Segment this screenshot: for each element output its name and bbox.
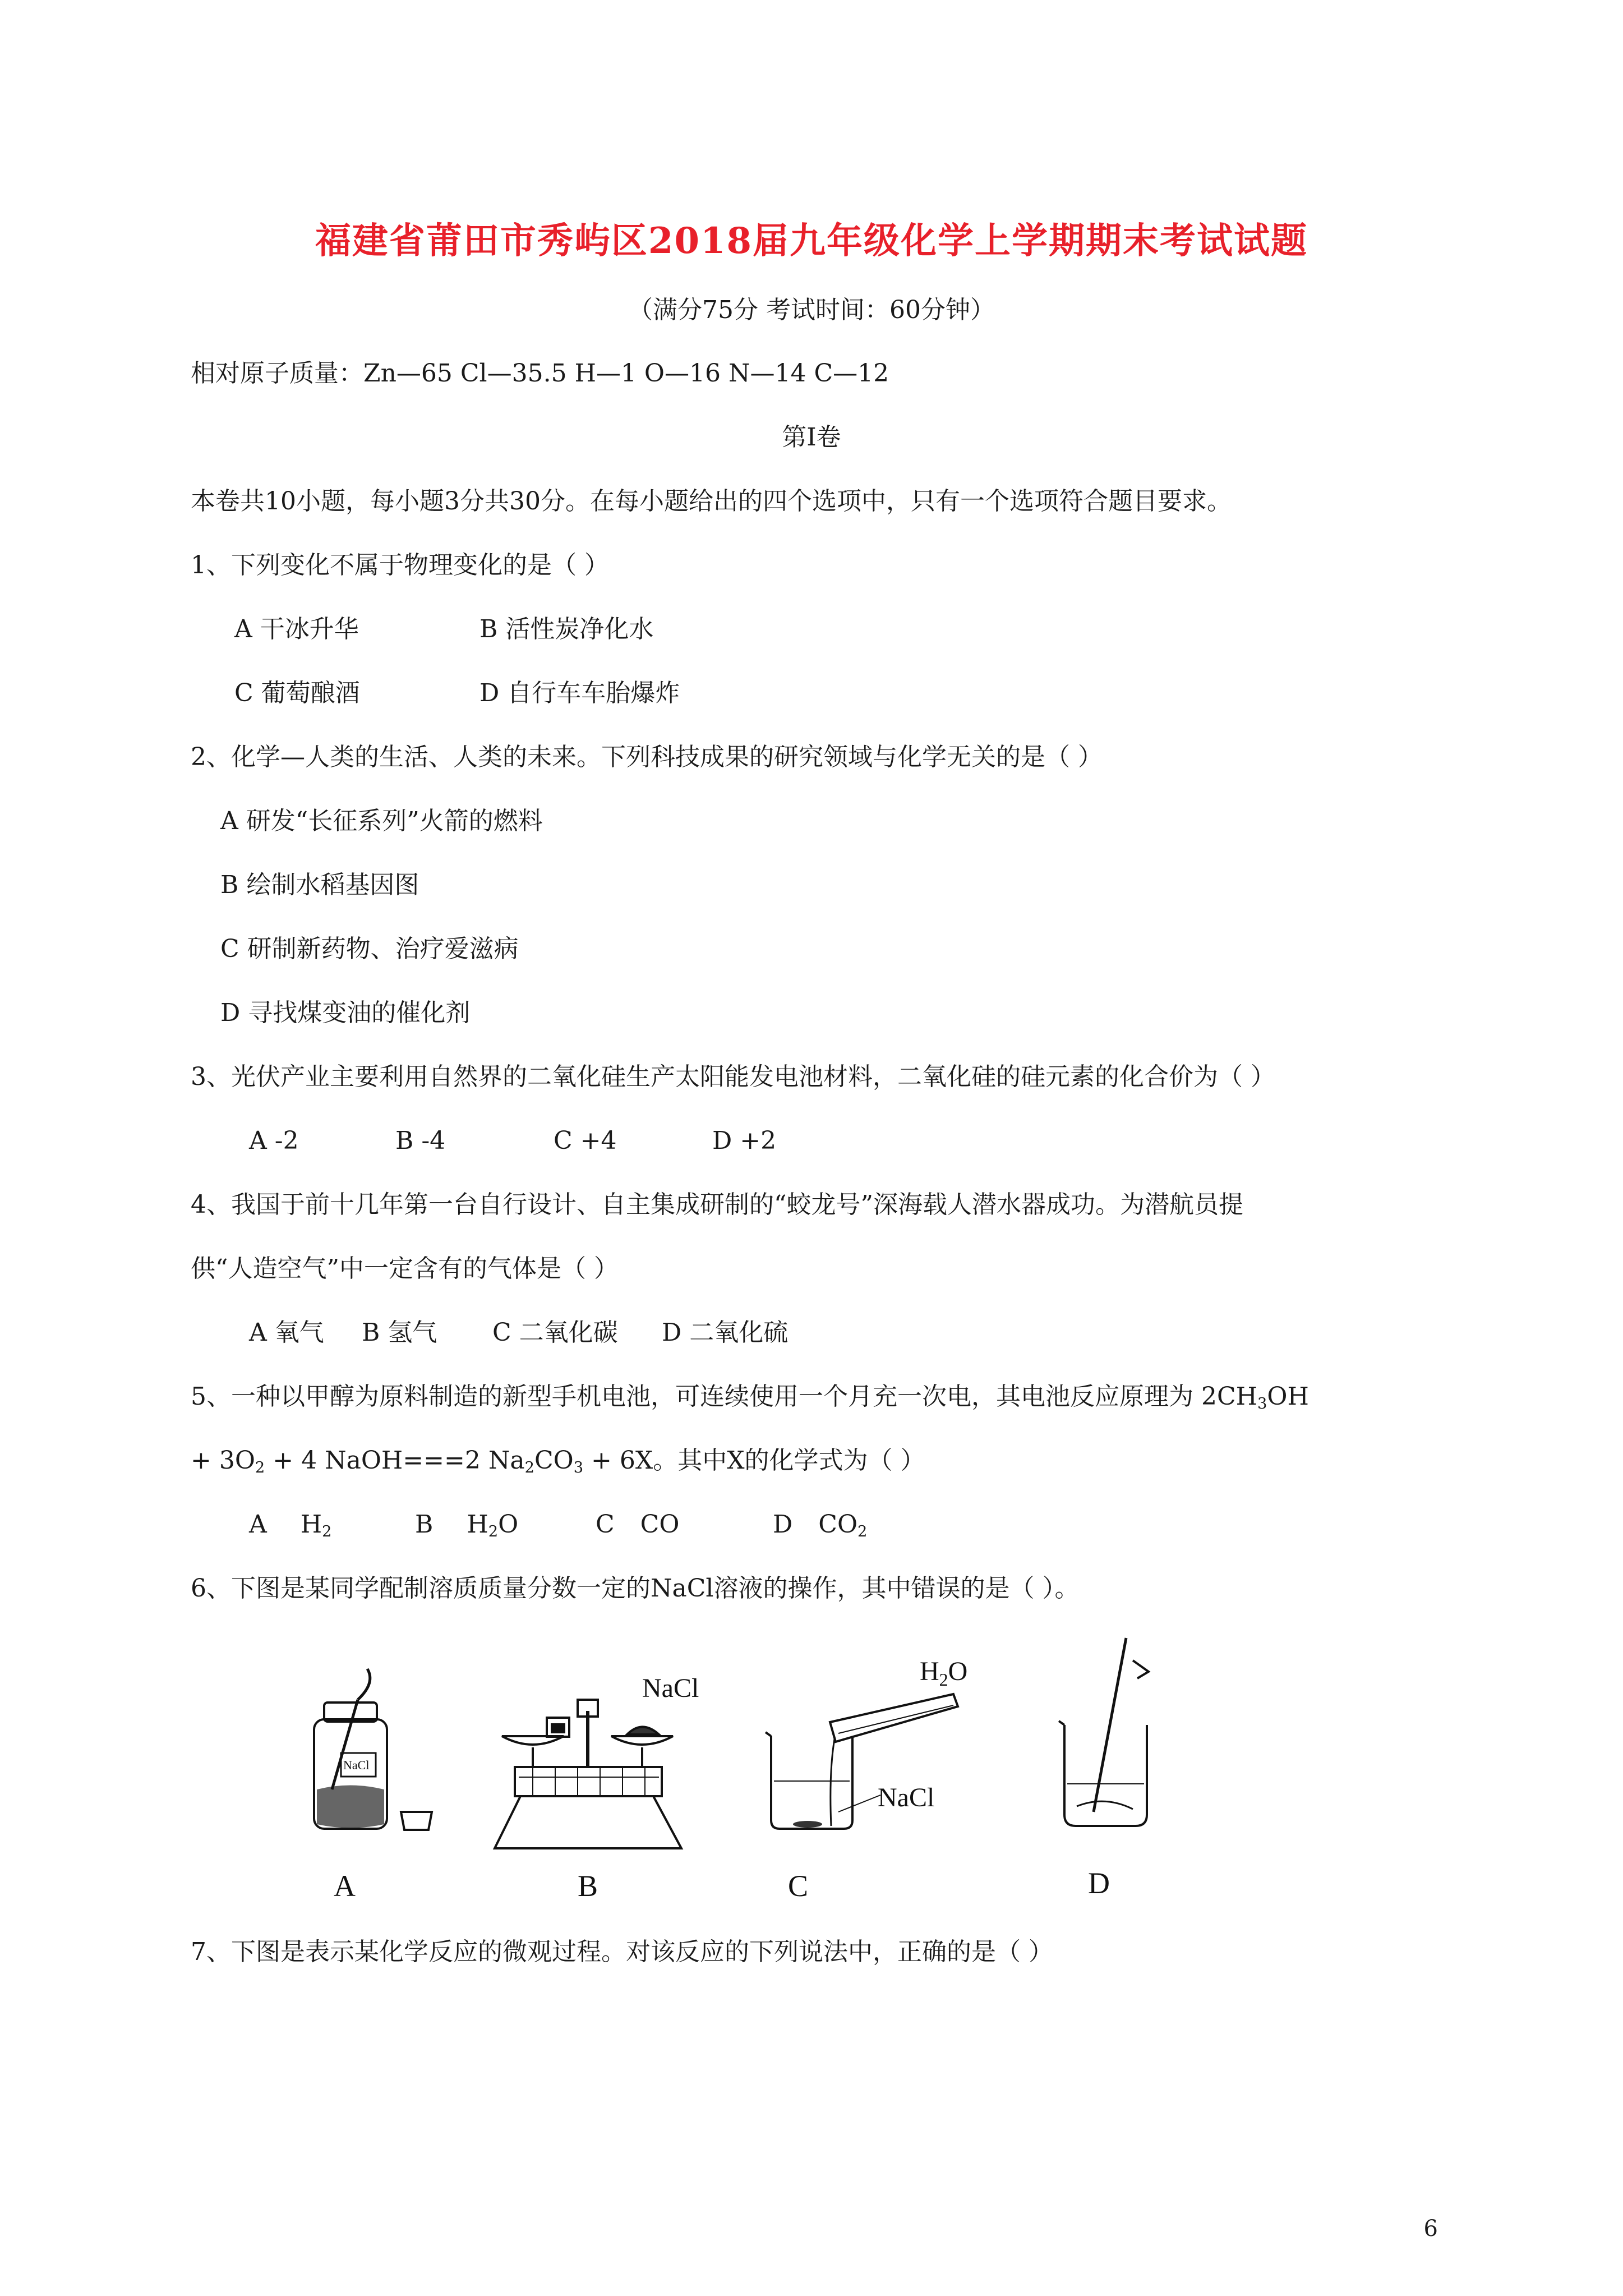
q4-option-c: C 二氧化碳 (492, 1318, 618, 1347)
svg-text:NaCl: NaCl (343, 1758, 370, 1772)
svg-text:NaCl: NaCl (878, 1783, 935, 1812)
q5-option-c: C CO (596, 1510, 680, 1539)
q2-option-a: A 研发“长征系列”火箭的燃料 (220, 807, 543, 835)
page-number: 6 (1423, 2216, 1438, 2242)
svg-text:H2O: $H_2O$ (920, 1657, 968, 1690)
svg-text:A: A (334, 1869, 356, 1903)
atomic-mass-line: 相对原子质量：Zn—65 Cl—35.5 H—1 O—16 N—14 C—12 (191, 359, 889, 388)
q5-option-d: D $CO_2$ (773, 1510, 868, 1540)
q6-stem: 6、下图是某同学配制溶质质量分数一定的NaCl溶液的操作，其中错误的是（ ）。 (191, 1574, 1080, 1603)
q5-option-a: A $H_2$ (249, 1510, 332, 1540)
q3-stem: 3、光伏产业主要利用自然界的二氧化硅生产太阳能发电池材料，二氧化硅的硅元素的化合价为（ ） (191, 1062, 1275, 1091)
q4-stem-line2: 供“人造空气”中一定含有的气体是（ ） (191, 1254, 619, 1283)
q3-option-d: D +2 (712, 1126, 777, 1155)
svg-text:D: D (1088, 1866, 1110, 1900)
svg-text:B: B (578, 1869, 598, 1903)
figure-b-balance (495, 1673, 699, 1903)
svg-text:NaCl: NaCl (642, 1673, 699, 1703)
q5-equation-line: + $3O_2 + 4$ NaOH===2 $Na_2CO_3 + 6X$。其中X的化学式为（ ） (191, 1446, 925, 1476)
q5-option-b: B $H_2O$ (415, 1510, 519, 1540)
figure-d-stirring (1059, 1638, 1149, 1900)
q7-stem: 7、下图是表示某化学反应的微观过程。对该反应的下列说法中，正确的是（ ） (191, 1938, 1053, 1966)
q4-option-d: D 二氧化硫 (662, 1318, 789, 1347)
figure-c-pouring (766, 1657, 967, 1903)
q3-option-c: C +4 (554, 1126, 617, 1155)
section-heading: 第I卷 (782, 423, 841, 452)
svg-text:C: C (788, 1869, 809, 1903)
exam-info: （满分75分 考试时间：60分钟） (628, 296, 995, 324)
q1-option-a: A 干冰升华 (234, 615, 359, 643)
q1-option-d: D 自行车车胎爆炸 (479, 679, 680, 707)
q3-option-b: B -4 (395, 1126, 446, 1155)
q4-option-a: A 氧气 (249, 1318, 324, 1347)
q2-option-b: B 绘制水稻基因图 (220, 871, 419, 899)
q2-stem: 2、化学—人类的生活、人类的未来。下列科技成果的研究领域与化学无关的是（ ） (191, 743, 1103, 771)
q3-option-a: A -2 (249, 1126, 299, 1155)
q6-figure (292, 1627, 1178, 1918)
figure-a-reagent-jar (314, 1669, 432, 1903)
q2-option-d: D 寻找煤变油的催化剂 (220, 999, 471, 1027)
q4-stem-line1: 4、我国于前十几年第一台自行设计、自主集成研制的“蛟龙号”深海载人潜水器成功。为潜航员提 (191, 1190, 1243, 1219)
q2-option-c: C 研制新药物、治疗爱滋病 (220, 935, 519, 963)
q1-option-c: C 葡萄酿酒 (234, 679, 360, 707)
instructions: 本卷共10小题，每小题3分共30分。在每小题给出的四个选项中，只有一个选项符合题目要求。 (191, 487, 1232, 516)
q4-option-b: B 氢气 (362, 1318, 437, 1347)
page-title: 福建省莆田市秀屿区2018届九年级化学上学期期末考试试题 (315, 220, 1308, 262)
q1-option-b: B 活性炭净化水 (479, 615, 654, 643)
q1-stem: 1、下列变化不属于物理变化的是（ ） (191, 551, 609, 579)
q5-stem-line1: 5、一种以甲醇为原料制造的新型手机电池，可连续使用一个月充一次电，其电池反应原理为 $2CH_3OH$ (191, 1382, 1309, 1412)
